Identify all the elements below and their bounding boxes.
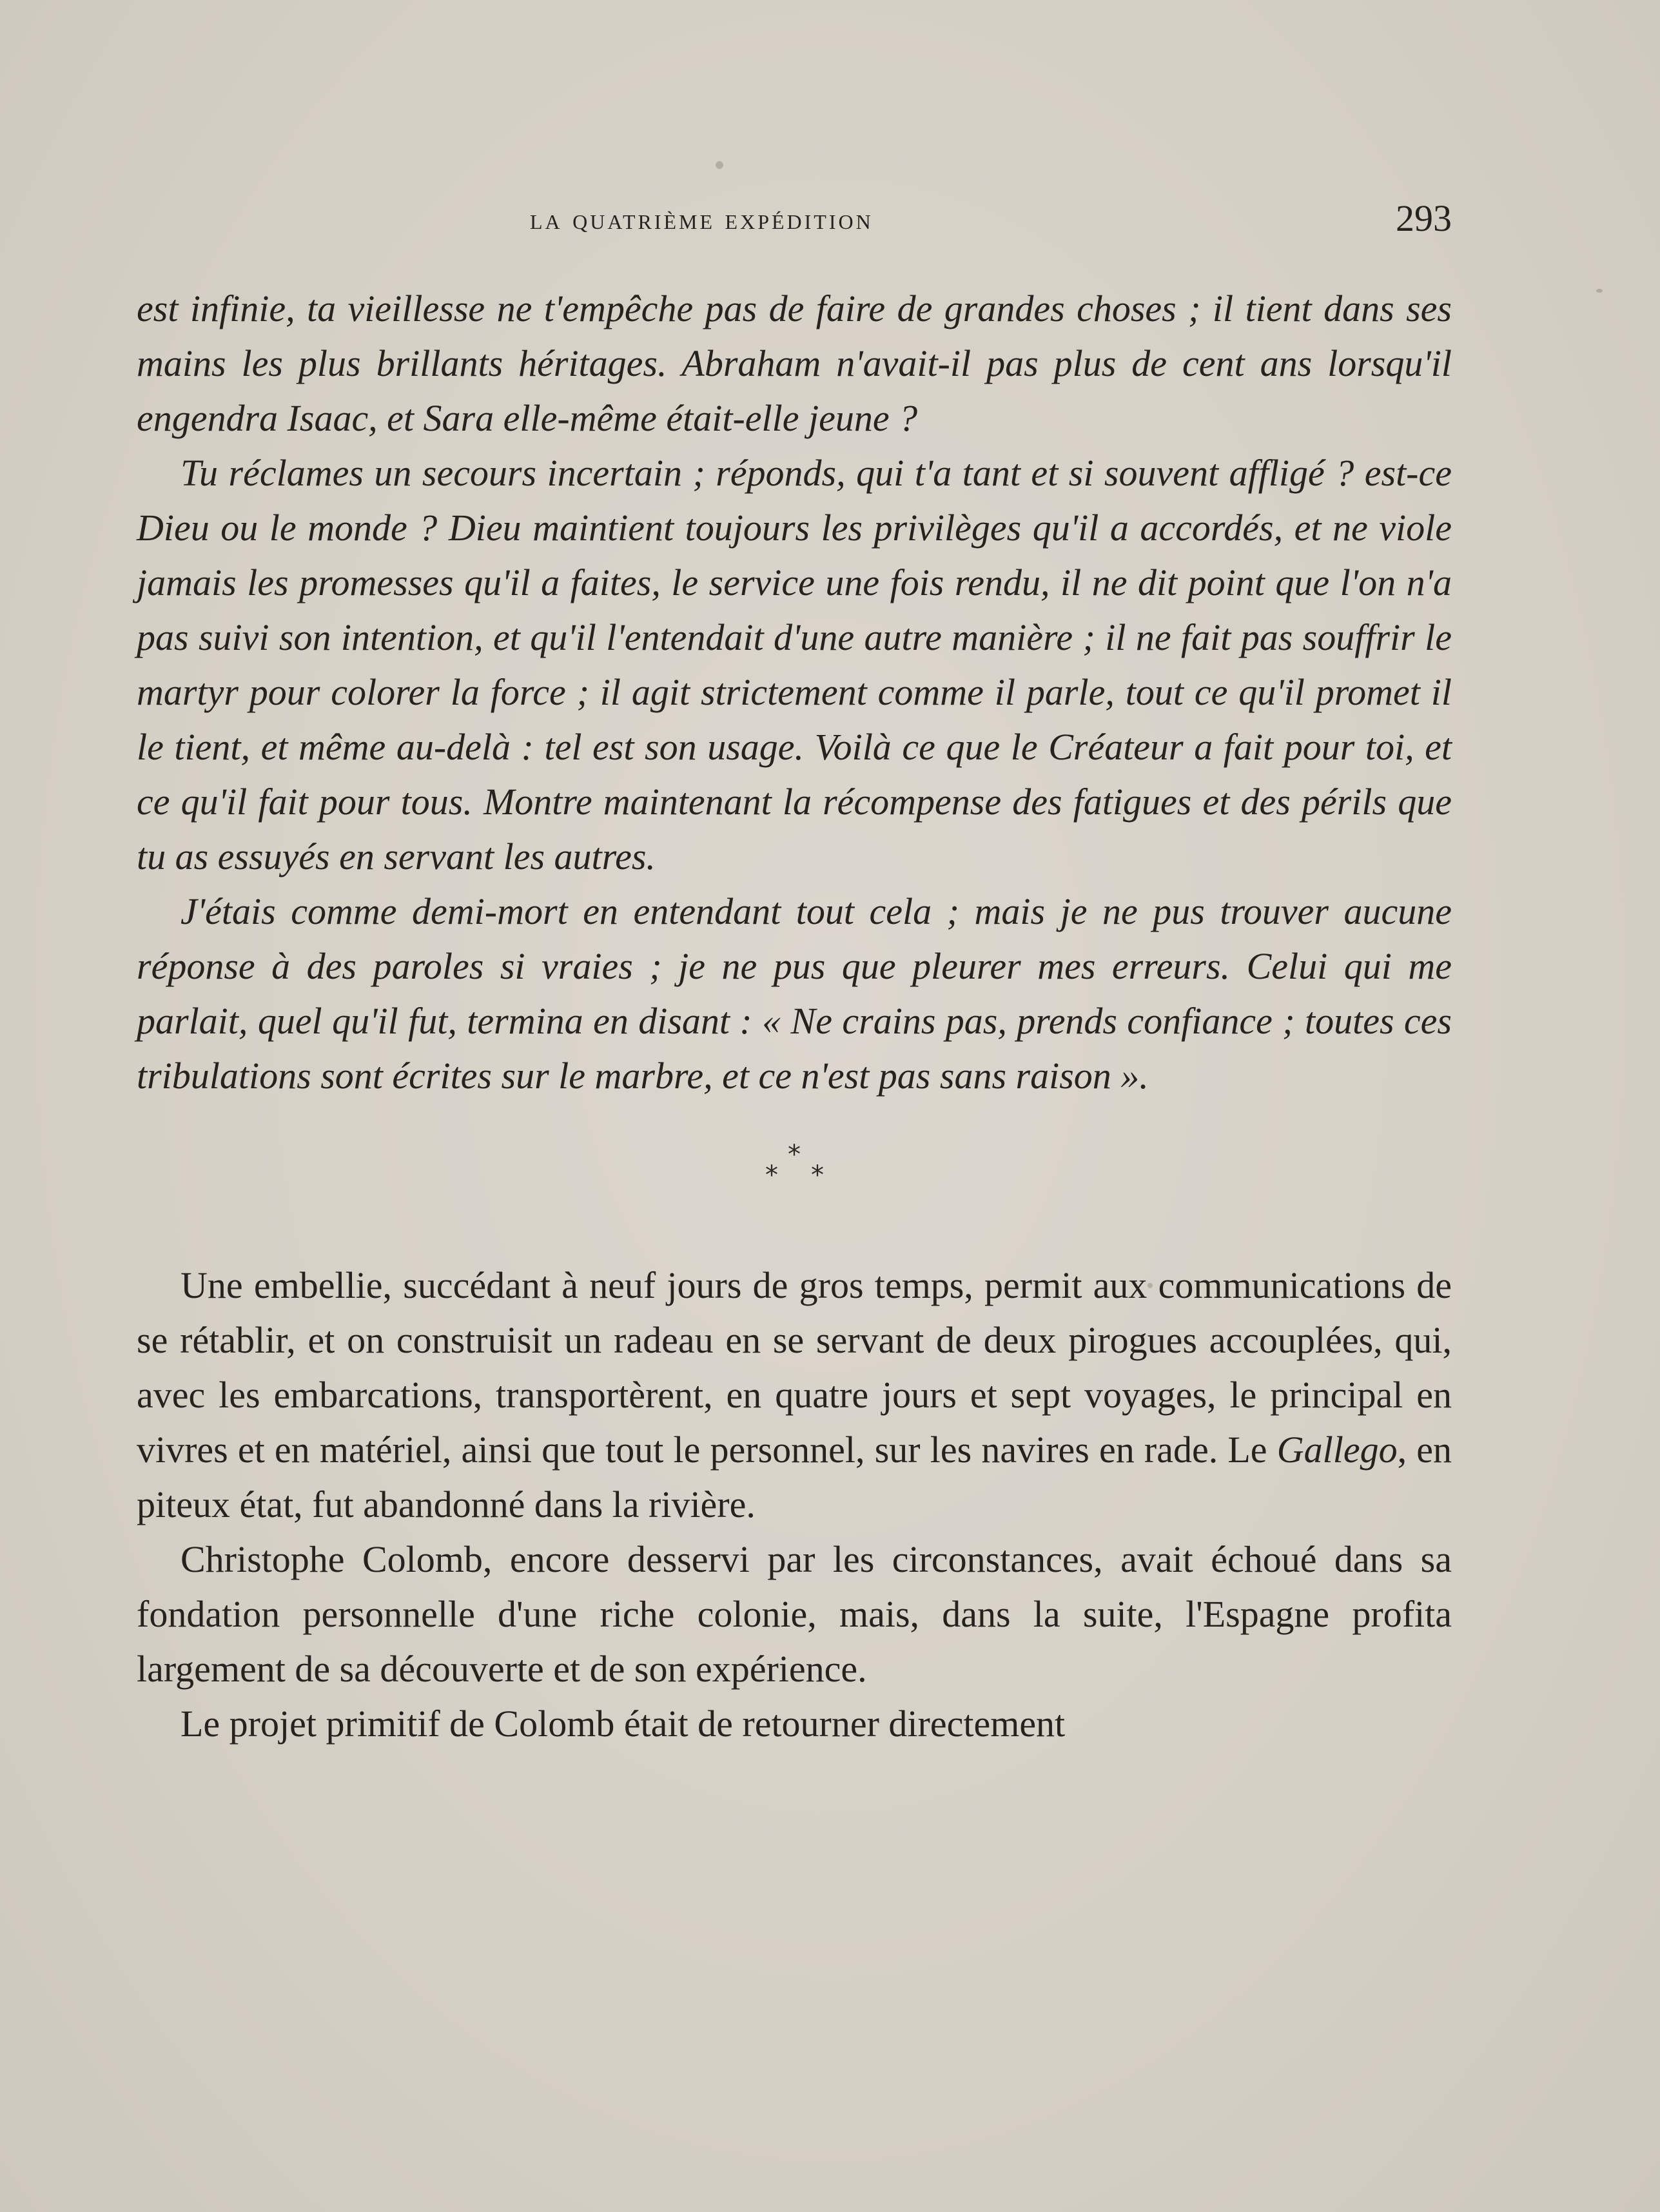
roman-paragraph: Le projet primitif de Colomb était de retourner directement [181, 1703, 1066, 1745]
roman-paragraph: Christophe Colomb, encore desservi par les circonstances, avait échoué dans sa fondation personnelle d'une riche colonie, mais, dans la suite, l'Espagne profita largement de sa découverte et de son expérience. [137, 1538, 1452, 1690]
asterism-star: * [788, 1140, 801, 1170]
italic-paragraph: J'étais comme demi-mort en entendant tout cela ; mais je ne pus trouver aucune réponse à des paroles si vraies ; je ne pus que pleurer mes erreurs. Celui qui me parlait, quel qu'il fut, termina en disant : « Ne crains pas, prends confiance ; toutes ces tribulations sont écrites sur le marbre, et ce n'est pas sans raison ». [137, 890, 1452, 1097]
asterism-star: * [811, 1160, 824, 1190]
roman-paragraph [137, 1258, 1452, 1532]
asterism-separator [137, 1103, 1452, 1258]
page-number: 293 [1396, 197, 1452, 239]
page-body [137, 281, 1452, 1751]
paragraph-text: , en piteux état, fut abandonné dans la rivière. [137, 1429, 1452, 1525]
ship-name: Gallego [1276, 1429, 1398, 1471]
paragraph-text: Une embellie, succédant à neuf jours de gros temps, permit aux communications de se rétablir, et on construisit un radeau en se servant de deux pirogues accouplées, qui, avec les embarcations, transportèrent, en quatre jours et sept voyages, le principal en vivres et en matériel, ainsi que tout le personnel, sur les navires en rade. Le [137, 1264, 1452, 1471]
italic-paragraph: Tu réclames un secours incertain ; réponds, qui t'a tant et si souvent affligé ? est-ce Dieu ou le monde ? Dieu maintient toujours les privilèges qu'il a accordés, et ne viole jamais les promesses qu'il a faites, le service une fois rendu, il ne dit point que l'on n'a pas suivi son intention, et qu'il l'entendait d'une autre manière ; il ne fait pas souffrir le martyr pour colorer la force ; il agit strictement comme il parle, tout ce qu'il promet il le tient, et même au-delà : tel est son usage. Voilà ce que le Créateur a fait pour toi, et ce qu'il fait pour tous. Montre maintenant la récompense des fatigues et des périls que tu as essuyés en servant les autres. [137, 452, 1452, 877]
roman-passage [137, 1258, 1452, 1751]
italic-paragraph: est infinie, ta vieillesse ne t'empêche pas de faire de grandes choses ; il tient dans ses mains les plus brillants héritages. Abraham n'avait-il pas plus de cent ans lorsqu'il engendra Isaac, et Sara elle-même était-elle jeune ? [137, 288, 1452, 439]
paper-speck [716, 161, 723, 169]
asterism-star: * [765, 1160, 778, 1190]
running-header [137, 197, 1452, 248]
paper-speck [1596, 289, 1603, 293]
running-title: la quatrième expédition [530, 202, 874, 235]
italic-passage [137, 281, 1452, 1103]
